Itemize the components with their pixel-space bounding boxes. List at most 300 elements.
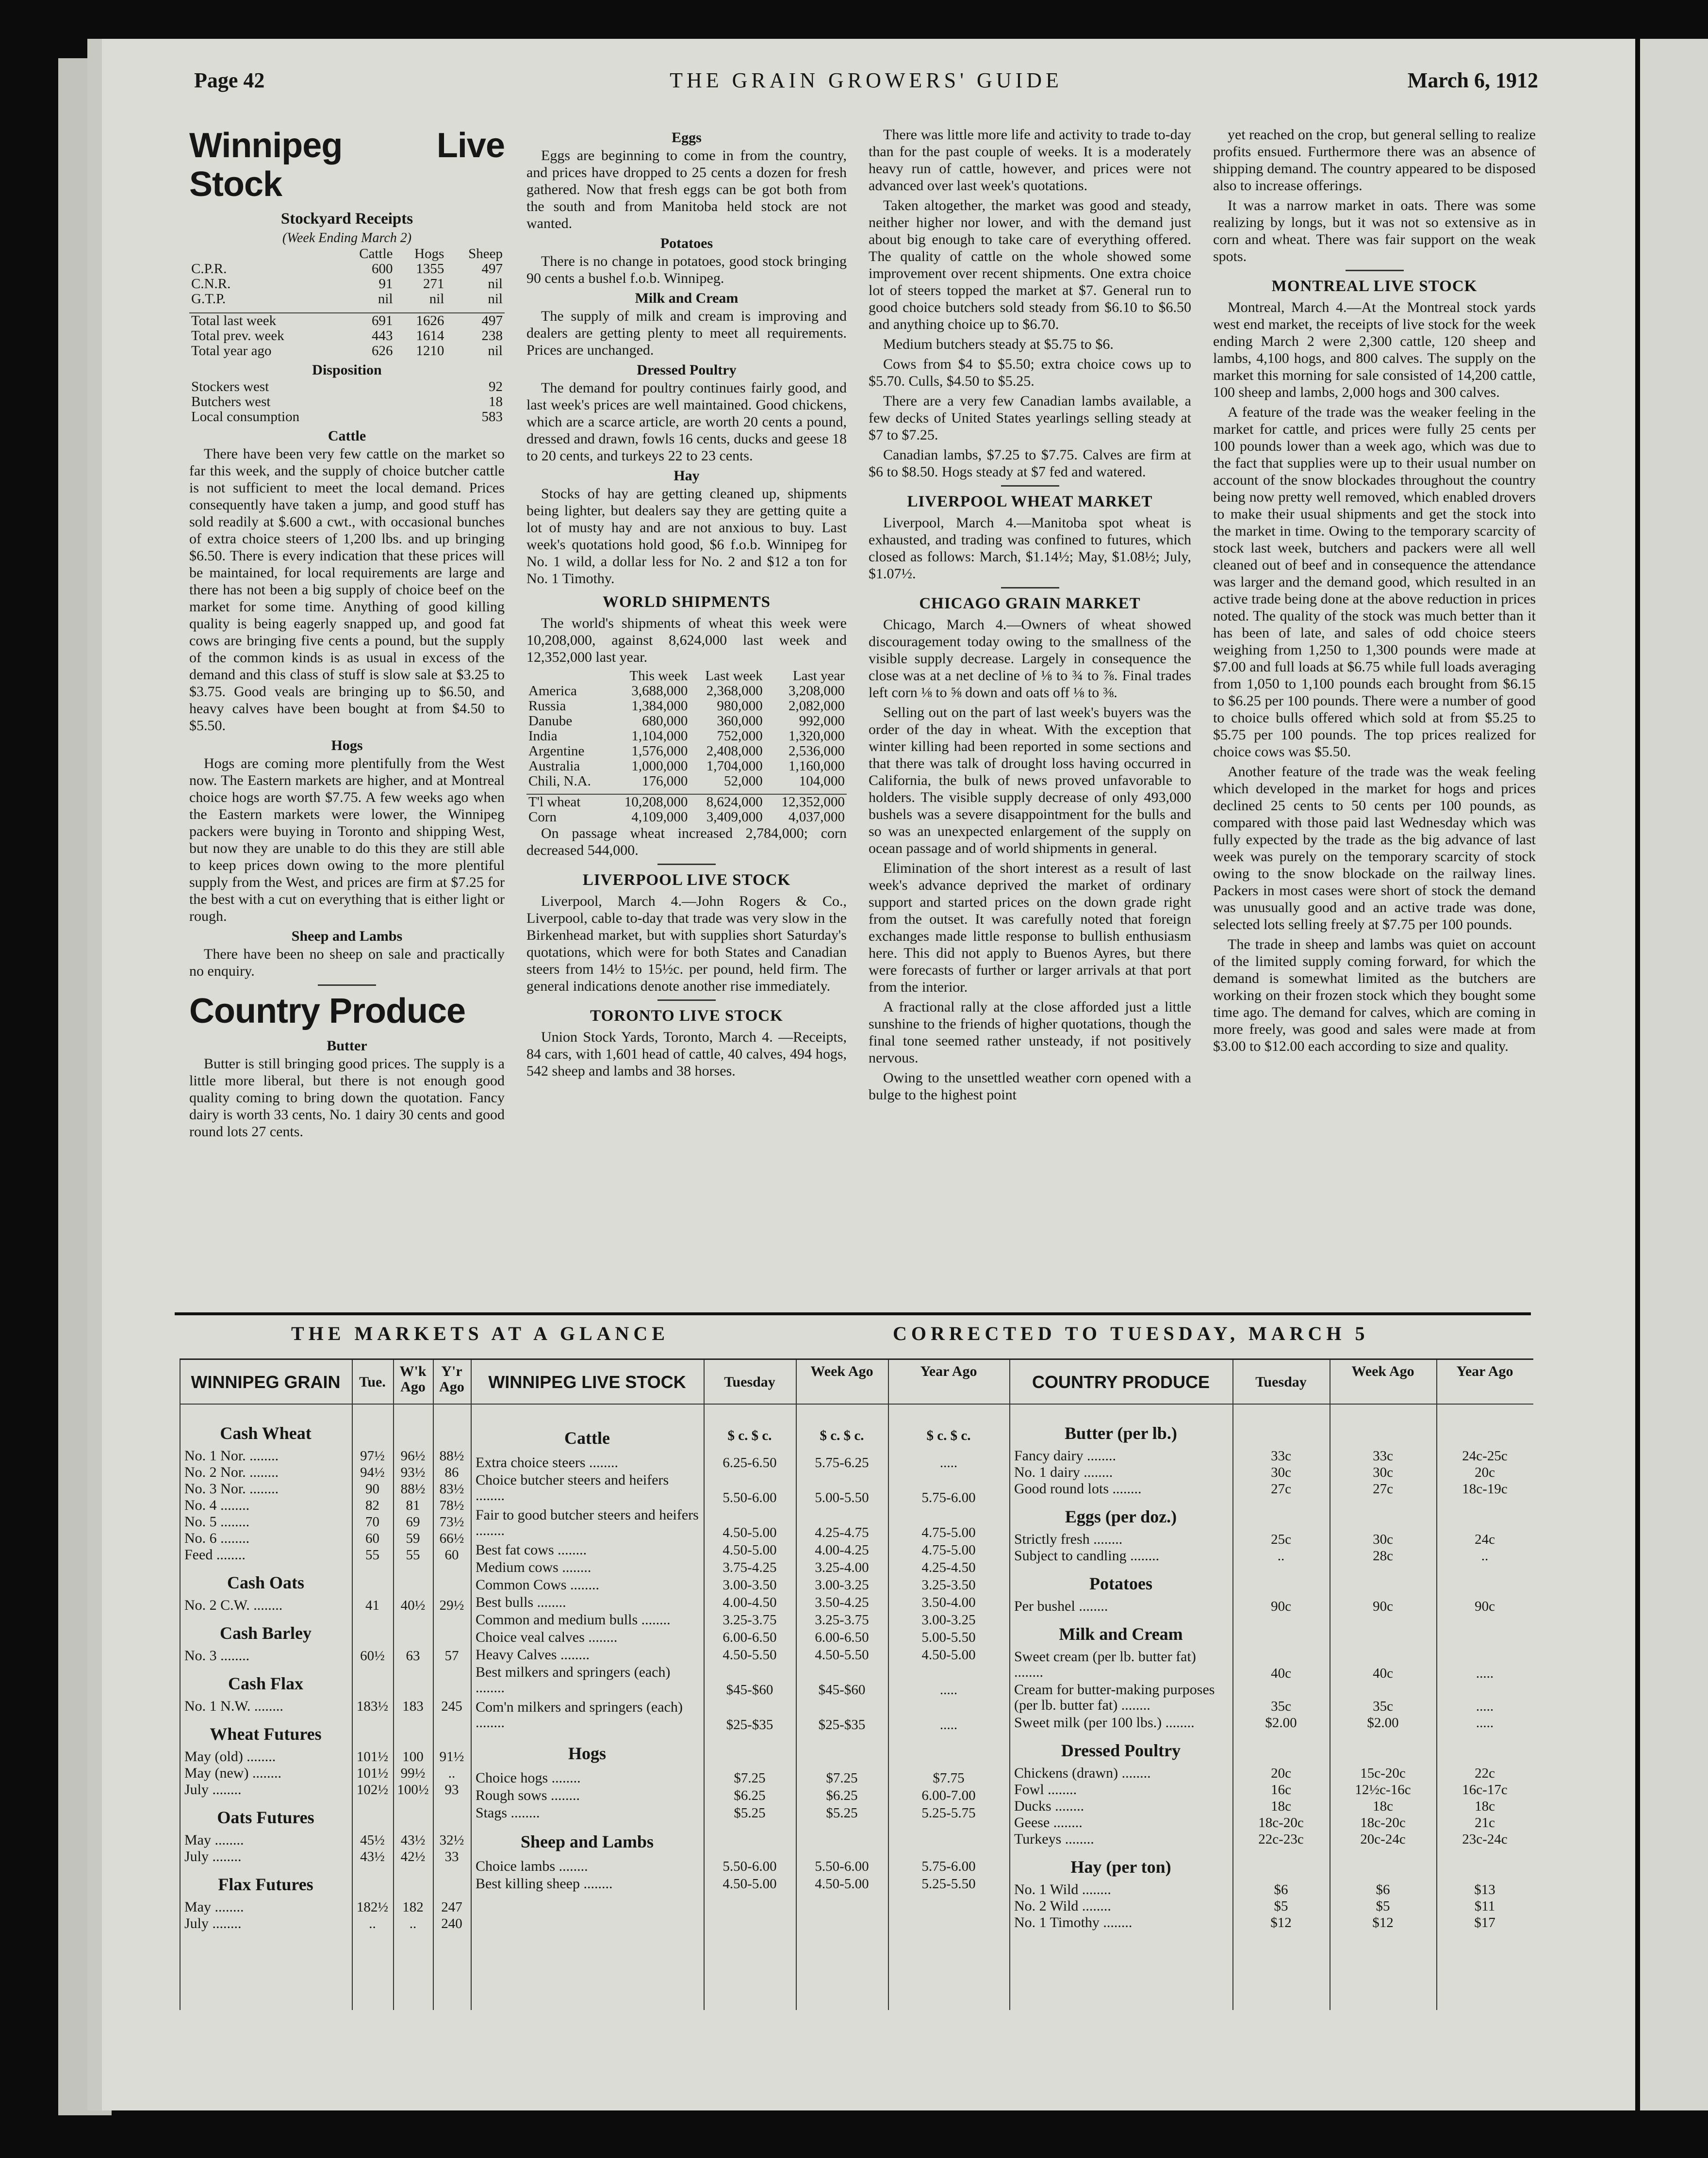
table-cell: 3.25-3.75 xyxy=(723,1612,777,1628)
table-cell: 20c xyxy=(1475,1465,1495,1480)
table-cell: 29½ xyxy=(439,1598,464,1613)
table-cell: 18c-20c xyxy=(1258,1815,1304,1831)
table-cell: 63 xyxy=(406,1648,420,1664)
table-cell: $7.75 xyxy=(933,1770,965,1786)
toronto-live-stock-paragraph: Union Stock Yards, Toronto, March 4. —Receipts, 84 cars, with 1,601 head of cattle, 40 calves, 494 hogs, 542 sheep and lambs and 38 horses. xyxy=(526,1029,847,1079)
table-row: Total year ago 626 1210 nil xyxy=(191,343,503,359)
table-cell: 41 xyxy=(365,1598,379,1613)
table-cell: 4.50-5.00 xyxy=(723,1876,777,1892)
group-heading: Hogs xyxy=(568,1744,606,1763)
table-cell: 96½ xyxy=(400,1448,426,1464)
table-cell: ..... xyxy=(1476,1699,1494,1714)
table-cell: .. xyxy=(369,1916,376,1931)
col-head: This week xyxy=(629,668,688,684)
group-heading: Butter (per lb.) xyxy=(1065,1423,1177,1443)
table-cell: ..... xyxy=(939,1455,958,1471)
corrected-date: CORRECTED TO TUESDAY, MARCH 5 xyxy=(893,1323,1369,1344)
hogs-paragraph: Hogs are coming more plentifully from the West now. The Eastern markets are higher, and at Montreal choice hogs are worth $7.75. A few weeks ago when the Eastern markets were lower, the Winnipeg packers were buying in Toronto and shipping West, but now they are unable to do this they are still able to keep prices down owing to the more plentiful supply from the West, and prices are firm at $7.25 for the best with a cut on everything that is either light or rough. xyxy=(189,755,505,924)
table-cell: .. xyxy=(1481,1548,1489,1564)
chicago-continued-2: It was a narrow market in oats. There was some realizing by longs, but it was not so extensive as in corn and wheat. There was fair support on the weak spots. xyxy=(1213,197,1536,264)
table-cell: $5 xyxy=(1274,1898,1288,1914)
group-heading: Hay (per ton) xyxy=(1070,1857,1171,1877)
table-row-label: Stags ........ xyxy=(476,1805,540,1821)
table-cell: 24c xyxy=(1475,1532,1495,1547)
table-row-label: Choice hogs ........ xyxy=(476,1770,581,1786)
table-row-label: May ........ xyxy=(184,1832,244,1848)
table-cell: 70 xyxy=(365,1514,379,1530)
table-row-label: Fancy dairy ........ xyxy=(1014,1448,1116,1464)
table-row: Corn 4,109,000 3,409,000 4,037,000 xyxy=(528,809,845,825)
table-cell: 22c-23c xyxy=(1258,1831,1304,1847)
liverpool-wheat-paragraph: Liverpool, March 4.—Manitoba spot wheat is exhausted, and trading was confined to futures, which closed as follows: March, $1.14½; May, $1.08½; July, $1.07½. xyxy=(869,515,1191,582)
sheep-paragraph: There have been no sheep on sale and practically no enquiry. xyxy=(189,946,505,979)
table-cell: 4.00-4.25 xyxy=(815,1542,869,1558)
table-cell: $13 xyxy=(1474,1882,1495,1897)
table-row-label: No. 1 Nor. ........ xyxy=(184,1448,279,1464)
cattle-paragraph: There have been very few cattle on the market so far this week, and the supply of choice butcher cattle is not sufficient to meet the local demand. Prices consequently have taken a jump, and good stuff has sold readily at $.600 a cwt., with occasional bunches of extra choice steers of 1,200 lbs. and up bringing $6.50. There is every indication that these prices will be maintained, for local requirements are large and there has not been a big supply of choice beef on the market for some time. Anything of good killing quality is being eagerly snapped up, and good fat cows are bringing five cents a pound, but the supply of the common kinds is as usual in excess of the demand and this class of stuff is slow sale at $3.25 to $3.75. Good veals are bringing up to $6.50, and heavy calves have been bought at from $4.50 to $5.50. xyxy=(189,446,505,734)
table-cell: $25-$35 xyxy=(818,1717,866,1733)
table-cell: 4.50-5.00 xyxy=(723,1525,777,1540)
liverpool-live-stock-paragraph: Liverpool, March 4.—John Rogers & Co., Liverpool, cable to-day that trade was very slow in the Birkenhead market, but with supplies short Saturday's quotations, which were for both States and Canadian steers from 14½ to 15½c. per pound, held firm. The general indications denote another rise immediately. xyxy=(526,893,847,994)
table-cell: 40c xyxy=(1373,1666,1393,1681)
potatoes-heading: Potatoes xyxy=(660,235,713,251)
world-shipments-paragraph: The world's shipments of wheat this week were 10,208,000, against 8,624,000 last week and 12,352,000 last year. xyxy=(526,615,847,665)
table-row: Argentine 1,576,000 2,408,000 2,536,000 xyxy=(528,743,845,759)
table-cell: 5.50-6.00 xyxy=(723,1859,777,1874)
table-row-label: Chickens (drawn) ........ xyxy=(1014,1766,1151,1781)
markets-at-a-glance-title: THE MARKETS AT A GLANCE xyxy=(291,1323,669,1344)
table-cell: 33c xyxy=(1373,1448,1393,1464)
table-cell: 3.75-4.25 xyxy=(723,1560,777,1575)
table-cell: 5.75-6.00 xyxy=(921,1490,976,1505)
table-row: C.P.R. 600 1355 497 xyxy=(191,261,503,277)
milk-heading: Milk and Cream xyxy=(635,290,739,306)
butter-paragraph: Butter is still bringing good prices. The supply is a little more liberal, but there is not enough good quality coming to bring down the quotation. Fancy dairy is worth 33 cents, No. 1 dairy 30 cents and good round lots 27 cents. xyxy=(189,1056,505,1140)
table-cell: 82 xyxy=(365,1498,379,1513)
table-cell: 183 xyxy=(402,1699,424,1714)
table-row-label: Good round lots ........ xyxy=(1014,1481,1142,1497)
table-cell: 40½ xyxy=(400,1598,426,1613)
table-cell: 3.00-3.25 xyxy=(921,1612,976,1628)
table-cell: $6 xyxy=(1274,1882,1288,1897)
toronto-paragraph-6: Canadian lambs, $7.25 to $7.75. Calves are firm at $6 to $8.50. Hogs steady at $7 fed and watered. xyxy=(869,447,1191,480)
unit-label: $ c. $ c. xyxy=(820,1428,864,1443)
table-row-label: Sweet milk (per 100 lbs.) ........ xyxy=(1014,1715,1195,1731)
table-cell: 66½ xyxy=(439,1531,464,1546)
table-row: Danube 680,000 360,000 992,000 xyxy=(528,713,845,729)
table-cell: 5.25-5.75 xyxy=(921,1805,976,1821)
table-cell: 100 xyxy=(402,1749,424,1765)
table-row-label: Ducks ........ xyxy=(1014,1798,1084,1814)
table-cell: $25-$35 xyxy=(726,1717,773,1733)
table-row-label: Fowl ........ xyxy=(1014,1782,1077,1798)
table-cell: 97½ xyxy=(360,1448,385,1464)
divider xyxy=(1001,587,1059,589)
montreal-paragraph-2: A feature of the trade was the weaker feeling in the market for cattle, and prices were fully 25 cents per 100 pounds lower than a week ago, which was due to the fact that supplies were up to their usual number on account of the snow blockades throughout the country being now pretty well removed, which enabled drovers to make their usual shipments and get the stock into the market in time. Owing to the temporary scarcity of stock last week, butchers and packers were all well cleaned out of beef and in consequence the attendance was larger and the demand good, which resulted in an active trade being done at the above reduction in prices noted. The quality of the stock was much better than it has been of late, and sales of odd choice steers weighing from 1,250 to 1,300 pounds were made at $7.00 and full loads at $6.75 while full loads averaging from 1,050 to 1,100 pounds each brought from $6.15 to $6.25 per 100 pounds. There were a number of good to choice bulls offered which sold at from $5.25 to $5.75 per 100 pounds. The top prices realized for choice cows was $5.50. xyxy=(1213,404,1536,760)
table-row-label: Choice lambs ........ xyxy=(476,1859,588,1874)
grain-tue-header: Tue. xyxy=(359,1374,386,1390)
table-cell: 16c xyxy=(1271,1782,1291,1798)
column-rule xyxy=(471,1360,472,2010)
butter-heading: Butter xyxy=(327,1038,367,1054)
table-cell: 27c xyxy=(1373,1481,1393,1497)
table-cell: 33 xyxy=(444,1849,459,1864)
table-cell: 101½ xyxy=(356,1766,389,1781)
table-cell: 42½ xyxy=(400,1849,426,1864)
table-row-label: Feed ........ xyxy=(184,1547,246,1563)
table-row-label: Best milkers and springers (each) ........ xyxy=(476,1665,671,1696)
group-heading: Cash Oats xyxy=(227,1573,305,1592)
table-cell: 18c xyxy=(1373,1798,1393,1814)
table-cell: 5.50-6.00 xyxy=(815,1859,869,1874)
group-heading: Milk and Cream xyxy=(1059,1624,1183,1644)
group-heading: Cattle xyxy=(564,1428,610,1448)
divider xyxy=(318,984,376,986)
table-cell: 4.50-5.00 xyxy=(921,1647,976,1663)
table-row-label: July ........ xyxy=(184,1782,242,1798)
table-cell: 6.00-6.50 xyxy=(723,1630,777,1645)
table-cell: 90c xyxy=(1373,1599,1393,1614)
table-cell: 83½ xyxy=(439,1481,464,1497)
table-cell: 3.25-3.50 xyxy=(921,1577,976,1593)
table-row-label: Geese ........ xyxy=(1014,1815,1083,1831)
column-1 xyxy=(189,126,505,1143)
table-cell: ..... xyxy=(1476,1715,1494,1731)
country-produce-header: COUNTRY PRODUCE xyxy=(1032,1372,1210,1392)
table-cell: 69 xyxy=(406,1514,420,1530)
toronto-live-stock-title: TORONTO LIVE STOCK xyxy=(590,1007,783,1025)
table-cell: 24c-25c xyxy=(1462,1448,1508,1464)
table-cell: 88½ xyxy=(439,1448,464,1464)
group-heading: Cash Flax xyxy=(228,1674,304,1693)
eggs-paragraph: Eggs are beginning to come in from the country, and prices have dropped to 25 cents a dozen for fresh gathered. Now that fresh eggs can be got both from the south and from Manitoba held stock are not wanted. xyxy=(526,147,847,231)
table-row-label: Common Cows ........ xyxy=(476,1577,600,1593)
group-heading: Cash Barley xyxy=(220,1623,312,1643)
table-cell: 23c-24c xyxy=(1462,1831,1508,1847)
table-cell: 90c xyxy=(1475,1599,1495,1614)
table-cell: 93½ xyxy=(400,1465,426,1480)
table-cell: $2.00 xyxy=(1265,1715,1297,1731)
table-cell: 5.75-6.00 xyxy=(921,1859,976,1874)
table-row: T'l wheat 10,208,000 8,624,000 12,352,000 xyxy=(526,794,847,810)
table-cell: 20c-24c xyxy=(1360,1831,1406,1847)
table-row-label: Cream for butter-making purposes (per lb. butter fat) ........ xyxy=(1014,1682,1215,1713)
table-row-label: Turkeys ........ xyxy=(1014,1831,1094,1847)
group-heading: Eggs (per doz.) xyxy=(1065,1507,1177,1526)
ls-week-header: Week Ago xyxy=(810,1363,873,1379)
table-row-label: No. 2 C.W. ........ xyxy=(184,1598,283,1613)
table-row-label: Subject to candling ........ xyxy=(1014,1548,1160,1564)
table-row-label: No. 2 Nor. ........ xyxy=(184,1465,279,1480)
divider xyxy=(657,999,716,1001)
table-row-label: Common and medium bulls ........ xyxy=(476,1612,671,1628)
table-row-label: May (old) ........ xyxy=(184,1749,276,1765)
live-stock-header: WINNIPEG LIVE STOCK xyxy=(488,1372,686,1392)
table-cell: 81 xyxy=(406,1498,420,1513)
table-cell: $7.25 xyxy=(734,1770,766,1786)
country-produce-title: Country Produce xyxy=(189,992,466,1030)
table-row: Stockers west 92 xyxy=(191,379,503,394)
chicago-paragraph-1: Chicago, March 4.—Owners of wheat showed discouragement today owing to the smallness of the visible supply decrease. Largely in consequence the close was at a net decline of ⅛ to ¾ to ⅞. Final trades left corn ⅛ to ⅝ down and oats off ⅛ to ⅜. xyxy=(869,617,1191,701)
table-cell: 55 xyxy=(365,1547,379,1563)
table-cell: 60½ xyxy=(360,1648,385,1664)
toronto-paragraph-5: There are a very few Canadian lambs available, a few decks of United States yearlings selling steady at $7 to $7.25. xyxy=(869,393,1191,443)
group-heading: Oats Futures xyxy=(217,1808,314,1827)
table-cell: 183½ xyxy=(356,1699,389,1714)
table-cell: 73½ xyxy=(439,1514,464,1530)
receipts-head-hogs: Hogs xyxy=(414,246,444,262)
chicago-grain-title: CHICAGO GRAIN MARKET xyxy=(919,595,1141,612)
table-cell: 18c-20c xyxy=(1360,1815,1406,1831)
table-cell: $45-$60 xyxy=(818,1682,866,1698)
table-row-label: No. 3 ........ xyxy=(184,1648,250,1664)
table-cell: 60 xyxy=(444,1547,459,1563)
group-heading: Sheep and Lambs xyxy=(520,1832,654,1851)
table-cell: .. xyxy=(1277,1548,1285,1564)
table-row-label: Choice veal calves ........ xyxy=(476,1630,618,1645)
table-cell: 3.50-4.00 xyxy=(921,1595,976,1610)
table-cell: 4.50-5.00 xyxy=(815,1876,869,1892)
table-cell: 3.25-4.00 xyxy=(815,1560,869,1575)
potatoes-paragraph: There is no change in potatoes, good stock bringing 90 cents a bushel f.o.b. Winnipeg. xyxy=(526,253,847,286)
table-cell: 30c xyxy=(1271,1465,1291,1480)
table-row-label: May (new) ........ xyxy=(184,1766,281,1781)
stockyard-receipts-subtitle: (Week Ending March 2) xyxy=(282,230,412,245)
table-cell: 5.50-6.00 xyxy=(723,1490,777,1505)
table-row-label: Heavy Calves ........ xyxy=(476,1647,590,1663)
table-cell: 6.00-7.00 xyxy=(921,1788,976,1803)
table-cell: 15c-20c xyxy=(1360,1766,1406,1781)
cp-tuesday-header: Tuesday xyxy=(1255,1374,1307,1390)
table-cell: 3.50-4.25 xyxy=(815,1595,869,1610)
hogs-heading: Hogs xyxy=(331,737,363,753)
table-cell: 4.50-5.50 xyxy=(815,1647,869,1663)
table-row-label: Best killing sheep ........ xyxy=(476,1876,613,1892)
table-cell: 4.50-5.00 xyxy=(723,1542,777,1558)
table-row-label: Best bulls ........ xyxy=(476,1595,566,1610)
ls-year-header: Year Ago xyxy=(920,1363,977,1379)
col-head: Last week xyxy=(705,668,763,684)
toronto-paragraph-1: There was little more life and activity to trade to-day than for the past couple of weeks. It is a moderately heavy run of cattle, however, and prices were not advanced over last week's quotations. xyxy=(869,127,1191,194)
markets-table xyxy=(180,1358,1533,2010)
montreal-live-stock-title: MONTREAL LIVE STOCK xyxy=(1271,278,1478,295)
grain-week-header: W'k Ago xyxy=(399,1363,427,1395)
table-cell: 247 xyxy=(441,1899,462,1915)
table-cell: 94½ xyxy=(360,1465,385,1480)
table-cell: 4.75-5.00 xyxy=(921,1542,976,1558)
disposition-title: Disposition xyxy=(312,362,382,378)
table-cell: $17 xyxy=(1474,1915,1495,1930)
table-cell: 57 xyxy=(444,1648,459,1664)
table-cell: $12 xyxy=(1270,1915,1292,1930)
table-row: America 3,688,000 2,368,000 3,208,000 xyxy=(528,683,845,699)
table-cell: 88½ xyxy=(400,1481,426,1497)
table-cell: 22c xyxy=(1475,1766,1495,1781)
table-cell: $7.25 xyxy=(826,1770,858,1786)
column-2 xyxy=(526,126,847,1082)
table-cell: 35c xyxy=(1271,1699,1291,1714)
table-cell: 182½ xyxy=(356,1899,389,1915)
section-rule xyxy=(175,1312,1531,1315)
table-row-label: July ........ xyxy=(184,1849,242,1864)
table-cell: 4.00-4.50 xyxy=(723,1595,777,1610)
table-row: Russia 1,384,000 980,000 2,082,000 xyxy=(528,698,845,714)
table-row: Butchers west 18 xyxy=(191,394,503,409)
table-cell: 78½ xyxy=(439,1498,464,1513)
table-cell: 35c xyxy=(1373,1699,1393,1714)
table-row: Australia 1,000,000 1,704,000 1,160,000 xyxy=(528,758,845,774)
page-header xyxy=(194,68,1538,97)
world-shipments-note: On passage wheat increased 2,784,000; corn decreased 544,000. xyxy=(526,825,847,858)
table-cell: 18c-19c xyxy=(1462,1481,1508,1497)
table-cell: ..... xyxy=(1476,1666,1494,1681)
table-cell: 43½ xyxy=(360,1849,385,1864)
table-row-label: July ........ xyxy=(184,1916,242,1931)
chicago-continued-1: yet reached on the crop, but general selling to realize profits ensued. Furthermore there was an absence of shipping demand. The country appeared to be disposed also to increase offerings. xyxy=(1213,127,1536,194)
group-heading: Dressed Poultry xyxy=(1061,1741,1181,1760)
table-row-label: Rough sows ........ xyxy=(476,1788,580,1803)
table-cell: 4.25-4.50 xyxy=(921,1560,976,1575)
table-cell: 32½ xyxy=(439,1832,464,1848)
table-cell: 4.50-5.50 xyxy=(723,1647,777,1663)
table-row-label: Com'n milkers and springers (each) ........ xyxy=(476,1700,683,1731)
table-cell: 99½ xyxy=(400,1766,426,1781)
table-cell: 5.75-6.25 xyxy=(815,1455,869,1471)
publication-title: THE GRAIN GROWERS' GUIDE xyxy=(670,68,1063,92)
montreal-paragraph-3: Another feature of the trade was the weak feeling which developed in the market for hogs and prices declined 25 cents to 50 cents per 100 pounds, as compared with those paid last Wednesday which was fully expected by the trade as the big advance of last week was purely on the temporary scarcity of stock owing to the snow blockade on the railway lines. Packers in most cases were short of stock the demand was unusually good and an active trade was done, selected lots selling freely at $7.75 per 100 pounds. xyxy=(1213,764,1536,932)
table-cell: 40c xyxy=(1271,1666,1291,1681)
table-cell: ..... xyxy=(939,1717,958,1733)
winnipeg-grain-header: WINNIPEG GRAIN xyxy=(191,1372,341,1392)
table-cell: 30c xyxy=(1373,1465,1393,1480)
chicago-paragraph-4: A fractional rally at the close afforded just a little sunshine to the friends of higher quotations, though the final tone seemed rather unsteady, if not positively nervous. xyxy=(869,999,1191,1066)
table-cell: .. xyxy=(409,1916,417,1931)
table-cell: $2.00 xyxy=(1367,1715,1399,1731)
page-number: Page 42 xyxy=(194,68,265,92)
disposition-table xyxy=(189,379,505,425)
world-shipments-title: WORLD SHIPMENTS xyxy=(603,593,771,611)
table-row-label: No. 6 ........ xyxy=(184,1531,250,1546)
table-cell: 100½ xyxy=(397,1782,429,1798)
table-cell: 45½ xyxy=(360,1832,385,1848)
table-cell: 20c xyxy=(1271,1766,1291,1781)
table-cell: 3.00-3.25 xyxy=(815,1577,869,1593)
toronto-paragraph-3: Medium butchers steady at $5.75 to $6. xyxy=(883,336,1114,352)
toronto-paragraph-2: Taken altogether, the market was good and steady, neither higher nor lower, and with the demand just about big enough to take care of everything offered. The quality of cattle on the whole showed some improvement over recent shipments. One extra choice lot of steers topped the market at $7. General run to good choice butchers sold steady from $6.10 to $6.50 and anything choice up to $6.70. xyxy=(869,197,1191,332)
table-cell: 6.25-6.50 xyxy=(723,1455,777,1471)
poultry-heading: Dressed Poultry xyxy=(637,362,737,378)
table-cell: $6.25 xyxy=(826,1788,858,1803)
table-cell: 90 xyxy=(365,1481,379,1497)
divider xyxy=(1346,270,1404,271)
table-cell: .. xyxy=(448,1766,456,1781)
group-heading: Cash Wheat xyxy=(220,1423,312,1443)
adjacent-page-edge xyxy=(1640,39,1708,2110)
grain-year-header: Y'r Ago xyxy=(439,1363,464,1395)
table-row-label: No. 2 Wild ........ xyxy=(1014,1898,1111,1914)
poultry-paragraph: The demand for poultry continues fairly good, and last week's prices are well maintained. Good chickens, which are a scarce article, are worth 20 cents a pound, dressed and drawn, fowls 16 cents, ducks and geese 18 to 20 cents, and turkeys 22 to 23 cents. xyxy=(526,380,847,464)
cp-week-header: Week Ago xyxy=(1351,1363,1414,1379)
table-row-label: No. 1 dairy ........ xyxy=(1014,1465,1113,1480)
issue-date: March 6, 1912 xyxy=(1407,68,1538,92)
chicago-paragraph-5: Owing to the unsettled weather corn opened with a bulge to the highest point xyxy=(869,1070,1191,1103)
table-cell: $6 xyxy=(1376,1882,1390,1897)
table-cell: 55 xyxy=(406,1547,420,1563)
table-row-label: Fair to good butcher steers and heifers ........ xyxy=(476,1507,699,1538)
table-row-label: Extra choice steers ........ xyxy=(476,1455,619,1471)
table-cell: 60 xyxy=(365,1531,379,1546)
winnipeg-live-stock-title: Winnipeg Live Stock xyxy=(189,126,505,204)
table-cell: $6.25 xyxy=(734,1788,766,1803)
montreal-paragraph-1: Montreal, March 4.—At the Montreal stock yards west end market, the receipts of live stock for the week ending March 2 were 2,300 cattle, 120 sheep and lambs, 4,100 hogs, and 800 calves. The supply on the market this morning for sale consisted of 14,200 cattle, 100 sheep and lambs, 2,000 hogs and 300 calves. xyxy=(1213,299,1536,400)
cp-year-header: Year Ago xyxy=(1456,1363,1513,1379)
column-rule xyxy=(1009,1360,1010,2010)
milk-paragraph: The supply of milk and cream is improving and dealers are getting plenty to meet all requirements. Prices are unchanged. xyxy=(526,308,847,358)
column-4 xyxy=(1213,126,1536,1058)
table-row: India 1,104,000 752,000 1,320,000 xyxy=(528,728,845,744)
col-head: Last year xyxy=(792,668,845,684)
table-cell: 12½c-16c xyxy=(1355,1782,1411,1798)
table-row: Total last week 691 1626 497 xyxy=(189,313,505,328)
group-heading: Potatoes xyxy=(1089,1574,1152,1593)
table-cell: $5.25 xyxy=(826,1805,858,1821)
table-row-label: Strictly fresh ........ xyxy=(1014,1532,1123,1547)
unit-label: $ c. $ c. xyxy=(727,1428,772,1443)
table-cell: ..... xyxy=(939,1682,958,1698)
table-cell: 102½ xyxy=(356,1782,389,1798)
table-cell: 4.25-4.75 xyxy=(815,1525,869,1540)
table-row-label: Medium cows ........ xyxy=(476,1560,591,1575)
table-cell: 43½ xyxy=(400,1832,426,1848)
receipts-head-cattle: Cattle xyxy=(359,246,393,262)
table-cell: 245 xyxy=(441,1699,462,1714)
table-row-label: Best fat cows ........ xyxy=(476,1542,587,1558)
table-cell: 27c xyxy=(1271,1481,1291,1497)
group-heading: Wheat Futures xyxy=(210,1724,322,1744)
divider xyxy=(1001,485,1059,487)
table-row-label: No. 3 Nor. ........ xyxy=(184,1481,279,1497)
hay-paragraph: Stocks of hay are getting cleaned up, shipments being lighter, but dealers say they are getting quite a lot of musty hay and are not anxious to buy. Last week's quotations hold good, $6 f.o.b. Winnipeg for No. 1 wild, a dollar less for No. 2 and $12 a ton for No. 1 Timothy. xyxy=(526,486,847,587)
table-cell: 86 xyxy=(444,1465,459,1480)
group-heading: Flax Futures xyxy=(218,1875,313,1894)
liverpool-wheat-title: LIVERPOOL WHEAT MARKET xyxy=(907,493,1153,510)
table-cell: 101½ xyxy=(356,1749,389,1765)
table-cell: 3.00-3.50 xyxy=(723,1577,777,1593)
table-cell: 30c xyxy=(1373,1532,1393,1547)
table-cell: 25c xyxy=(1271,1532,1291,1547)
unit-label: $ c. $ c. xyxy=(926,1428,971,1443)
sheep-heading: Sheep and Lambs xyxy=(291,928,403,944)
table-row-label: No. 5 ........ xyxy=(184,1514,250,1530)
table-cell: 3.25-3.75 xyxy=(815,1612,869,1628)
table-cell: $45-$60 xyxy=(726,1682,773,1698)
table-cell: 59 xyxy=(406,1531,420,1546)
table-cell: 182 xyxy=(402,1899,424,1915)
cattle-heading: Cattle xyxy=(328,428,366,444)
table-cell: 18c xyxy=(1475,1798,1495,1814)
table-cell: 5.00-5.50 xyxy=(815,1490,869,1505)
table-cell: 93 xyxy=(444,1782,459,1798)
table-cell: 240 xyxy=(441,1916,462,1931)
table-cell: 90c xyxy=(1271,1599,1291,1614)
table-cell: 5.25-5.50 xyxy=(921,1876,976,1892)
table-row: Local consumption 583 xyxy=(191,409,503,425)
table-cell: $11 xyxy=(1474,1898,1495,1914)
table-row: G.T.P. nil nil nil xyxy=(191,291,503,307)
table-row-label: No. 1 Wild ........ xyxy=(1014,1882,1111,1897)
chicago-paragraph-3: Elimination of the short interest as a result of last week's advance deprived the market of ordinary support and started prices on the down grade right from the outset. It was carefully noted that foreign exchanges made little response to bullish enthusiasm here. This did not apply to Buenos Ayres, but there were forecasts of further or larger arrivals at that port from the interior. xyxy=(869,860,1191,995)
table-cell: 18c xyxy=(1271,1798,1291,1814)
